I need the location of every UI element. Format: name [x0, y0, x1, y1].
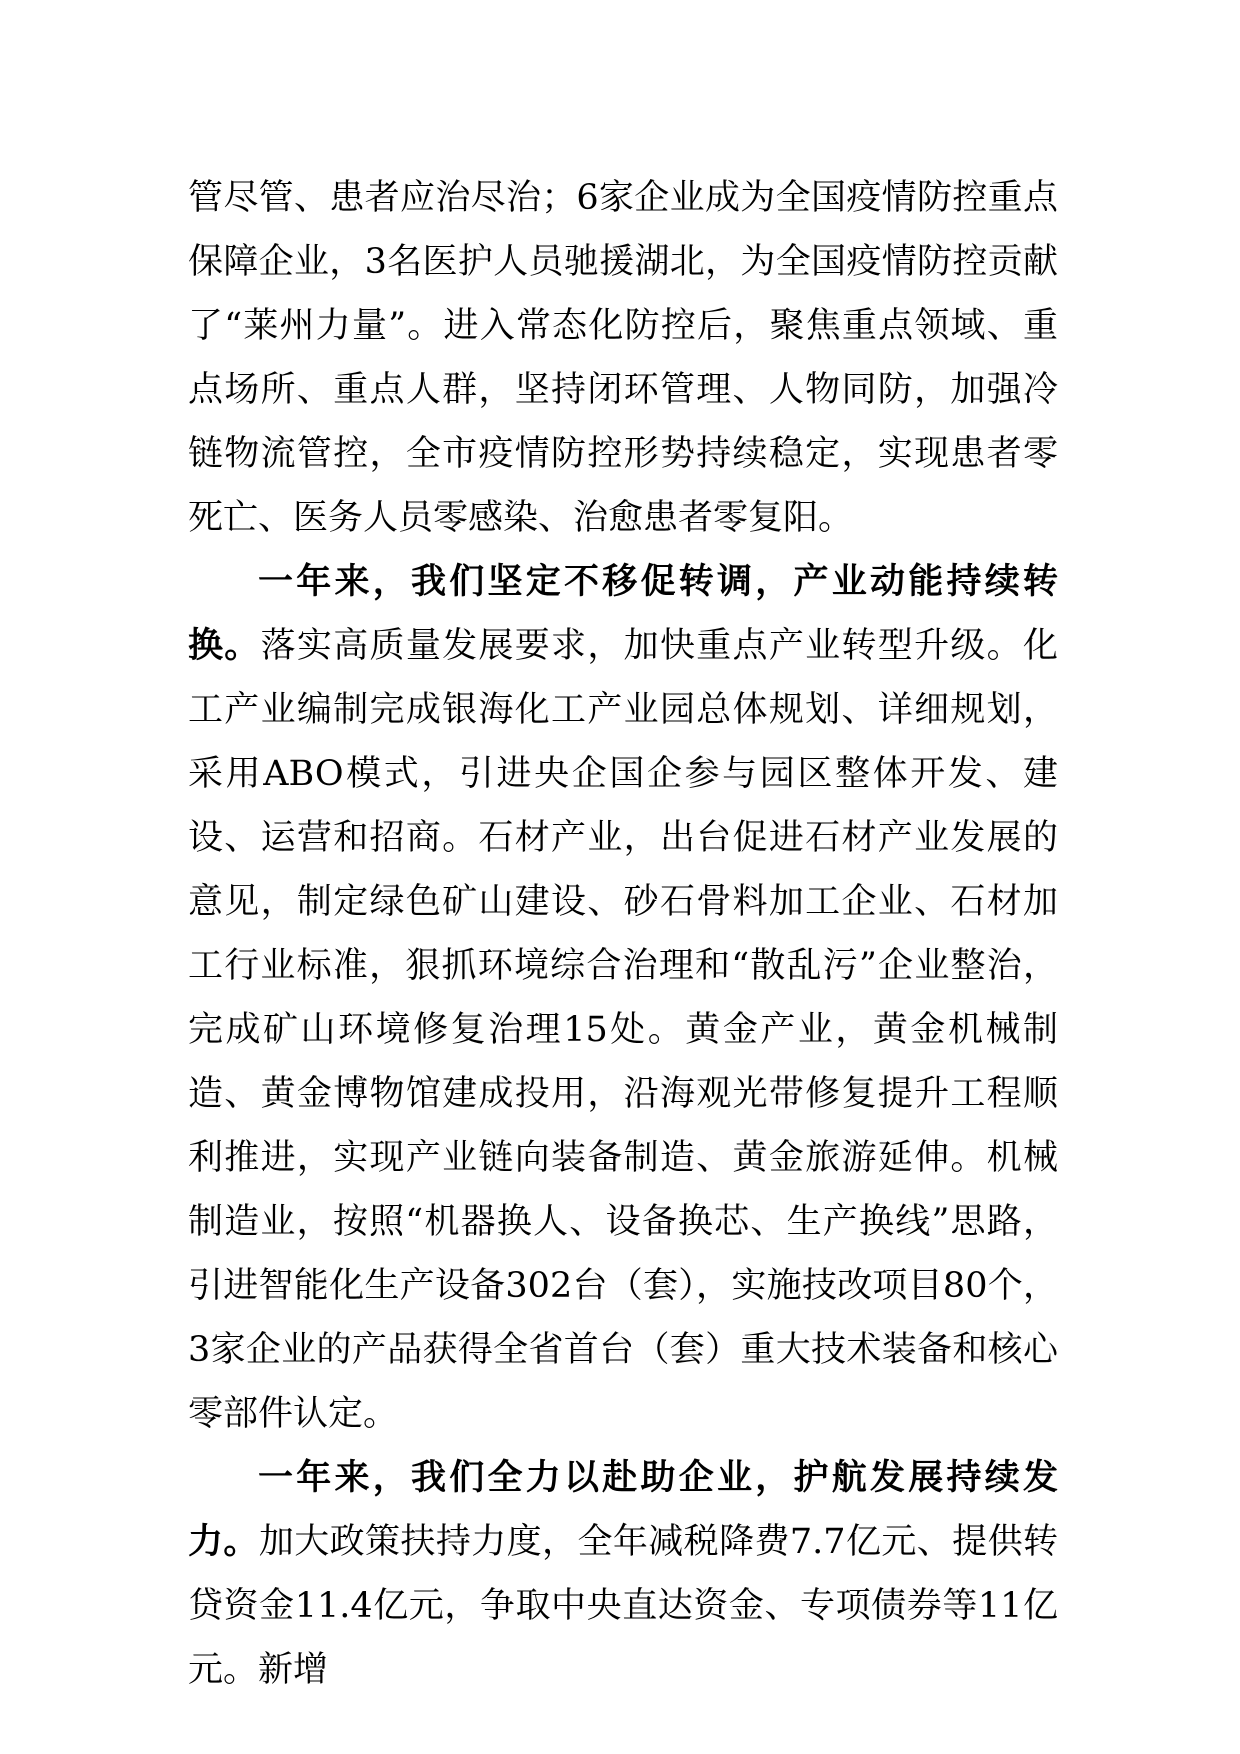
document-body	[188, 166, 1058, 1702]
paragraph-1	[188, 166, 1058, 550]
paragraph-text: 管尽管、患者应治尽治；6家企业成为全国疫情防控重点保障企业，3名医护人员驰援湖北，为全国疫情防控贡献了“莱州力量”。进入常态化防控后，聚焦重点领域、重点场所、重点人群，坚持闭环管理、人物同防，加强冷链物流管控，全市疫情防控形势持续稳定，实现患者零死亡、医务人员零感染、治愈患者零复阳。	[188, 178, 1058, 538]
paragraph-text: 加大政策扶持力度，全年减税降费7.7亿元、提供转贷资金11.4亿元，争取中央直达资金、专项债券等11亿元。新增	[188, 1522, 1058, 1690]
paragraph-lead: 一年来，我们坚定不移促转调，产业动能持续转换。	[188, 561, 1058, 666]
paragraph-text: 落实高质量发展要求，加快重点产业转型升级。化工产业编制完成银海化工产业园总体规划、详细规划，采用ABO模式，引进央企国企参与园区整体开发、建设、运营和招商。石材产业，出台促进石材产业发展的意见，制定绿色矿山建设、砂石骨料加工企业、石材加工行业标准，狠抓环境综合治理和“散乱污”企业整治，完成矿山环境修复治理15处。黄金产业，黄金机械制造、黄金博物馆建成投用，沿海观光带修复提升工程顺利推进，实现产业链向装备制造、黄金旅游延伸。机械制造业，按照“机器换人、设备换芯、生产换线”思路，引进智能化生产设备302台（套），实施技改项目80个，3家企业的产品获得全省首台（套）重大技术装备和核心零部件认定。	[188, 626, 1058, 1434]
paragraph-2	[188, 550, 1058, 1446]
paragraph-3	[188, 1446, 1058, 1702]
paragraph-lead: 一年来，我们全力以赴助企业，护航发展持续发力。	[188, 1457, 1058, 1562]
